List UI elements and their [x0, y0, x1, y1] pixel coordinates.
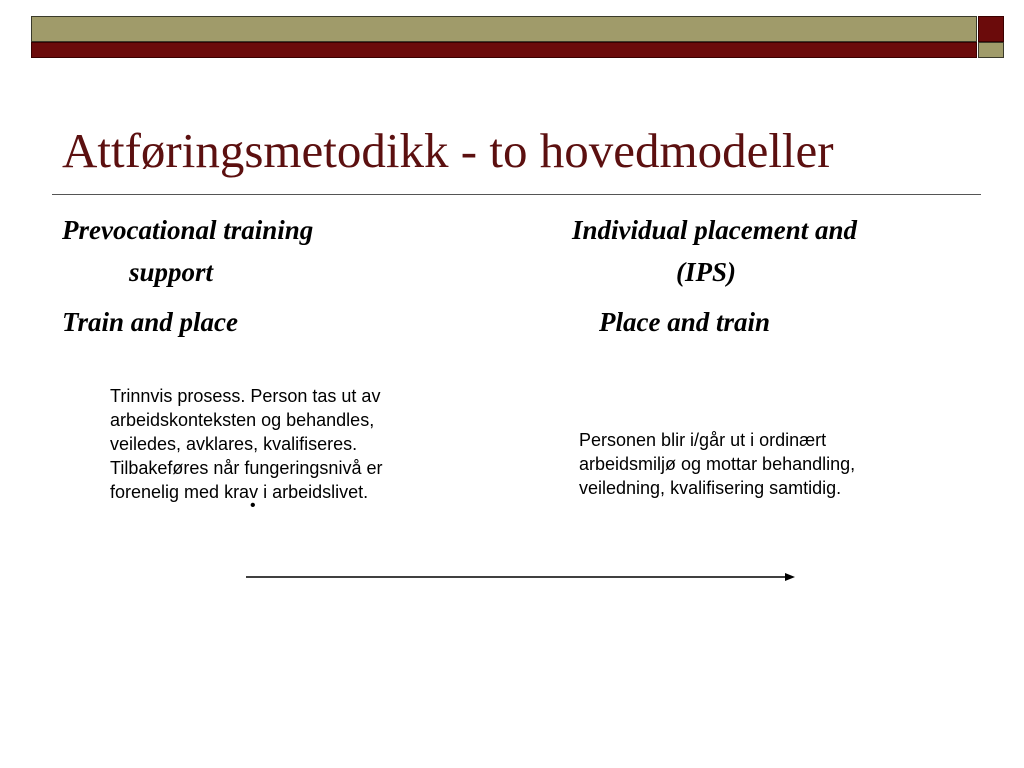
right-description: Personen blir i/går ut i ordinært arbeidsmiljø og mottar behandling, veiledning, kvalifisering samtidig. — [579, 430, 856, 498]
right-subheading: Place and train — [599, 307, 771, 337]
slide-title: Attføringsmetodikk - to hovedmodeller — [62, 123, 834, 178]
left-heading-line1: Prevocational training — [62, 215, 314, 245]
arrow-head — [785, 573, 795, 581]
stray-bullet: • — [250, 497, 256, 514]
left-heading-line2: support — [129, 257, 214, 287]
left-subheading: Train and place — [62, 307, 239, 337]
right-heading-line1: Individual placement and — [572, 215, 858, 245]
right-heading-line2: (IPS) — [676, 257, 736, 287]
left-description: Trinnvis prosess. Person tas ut av arbeidskonteksten og behandles, veiledes, avklares, kvalifiseres. Tilbakeføres når fungeringsnivå er forenelig med krav i arbeidslivet. — [110, 386, 383, 502]
